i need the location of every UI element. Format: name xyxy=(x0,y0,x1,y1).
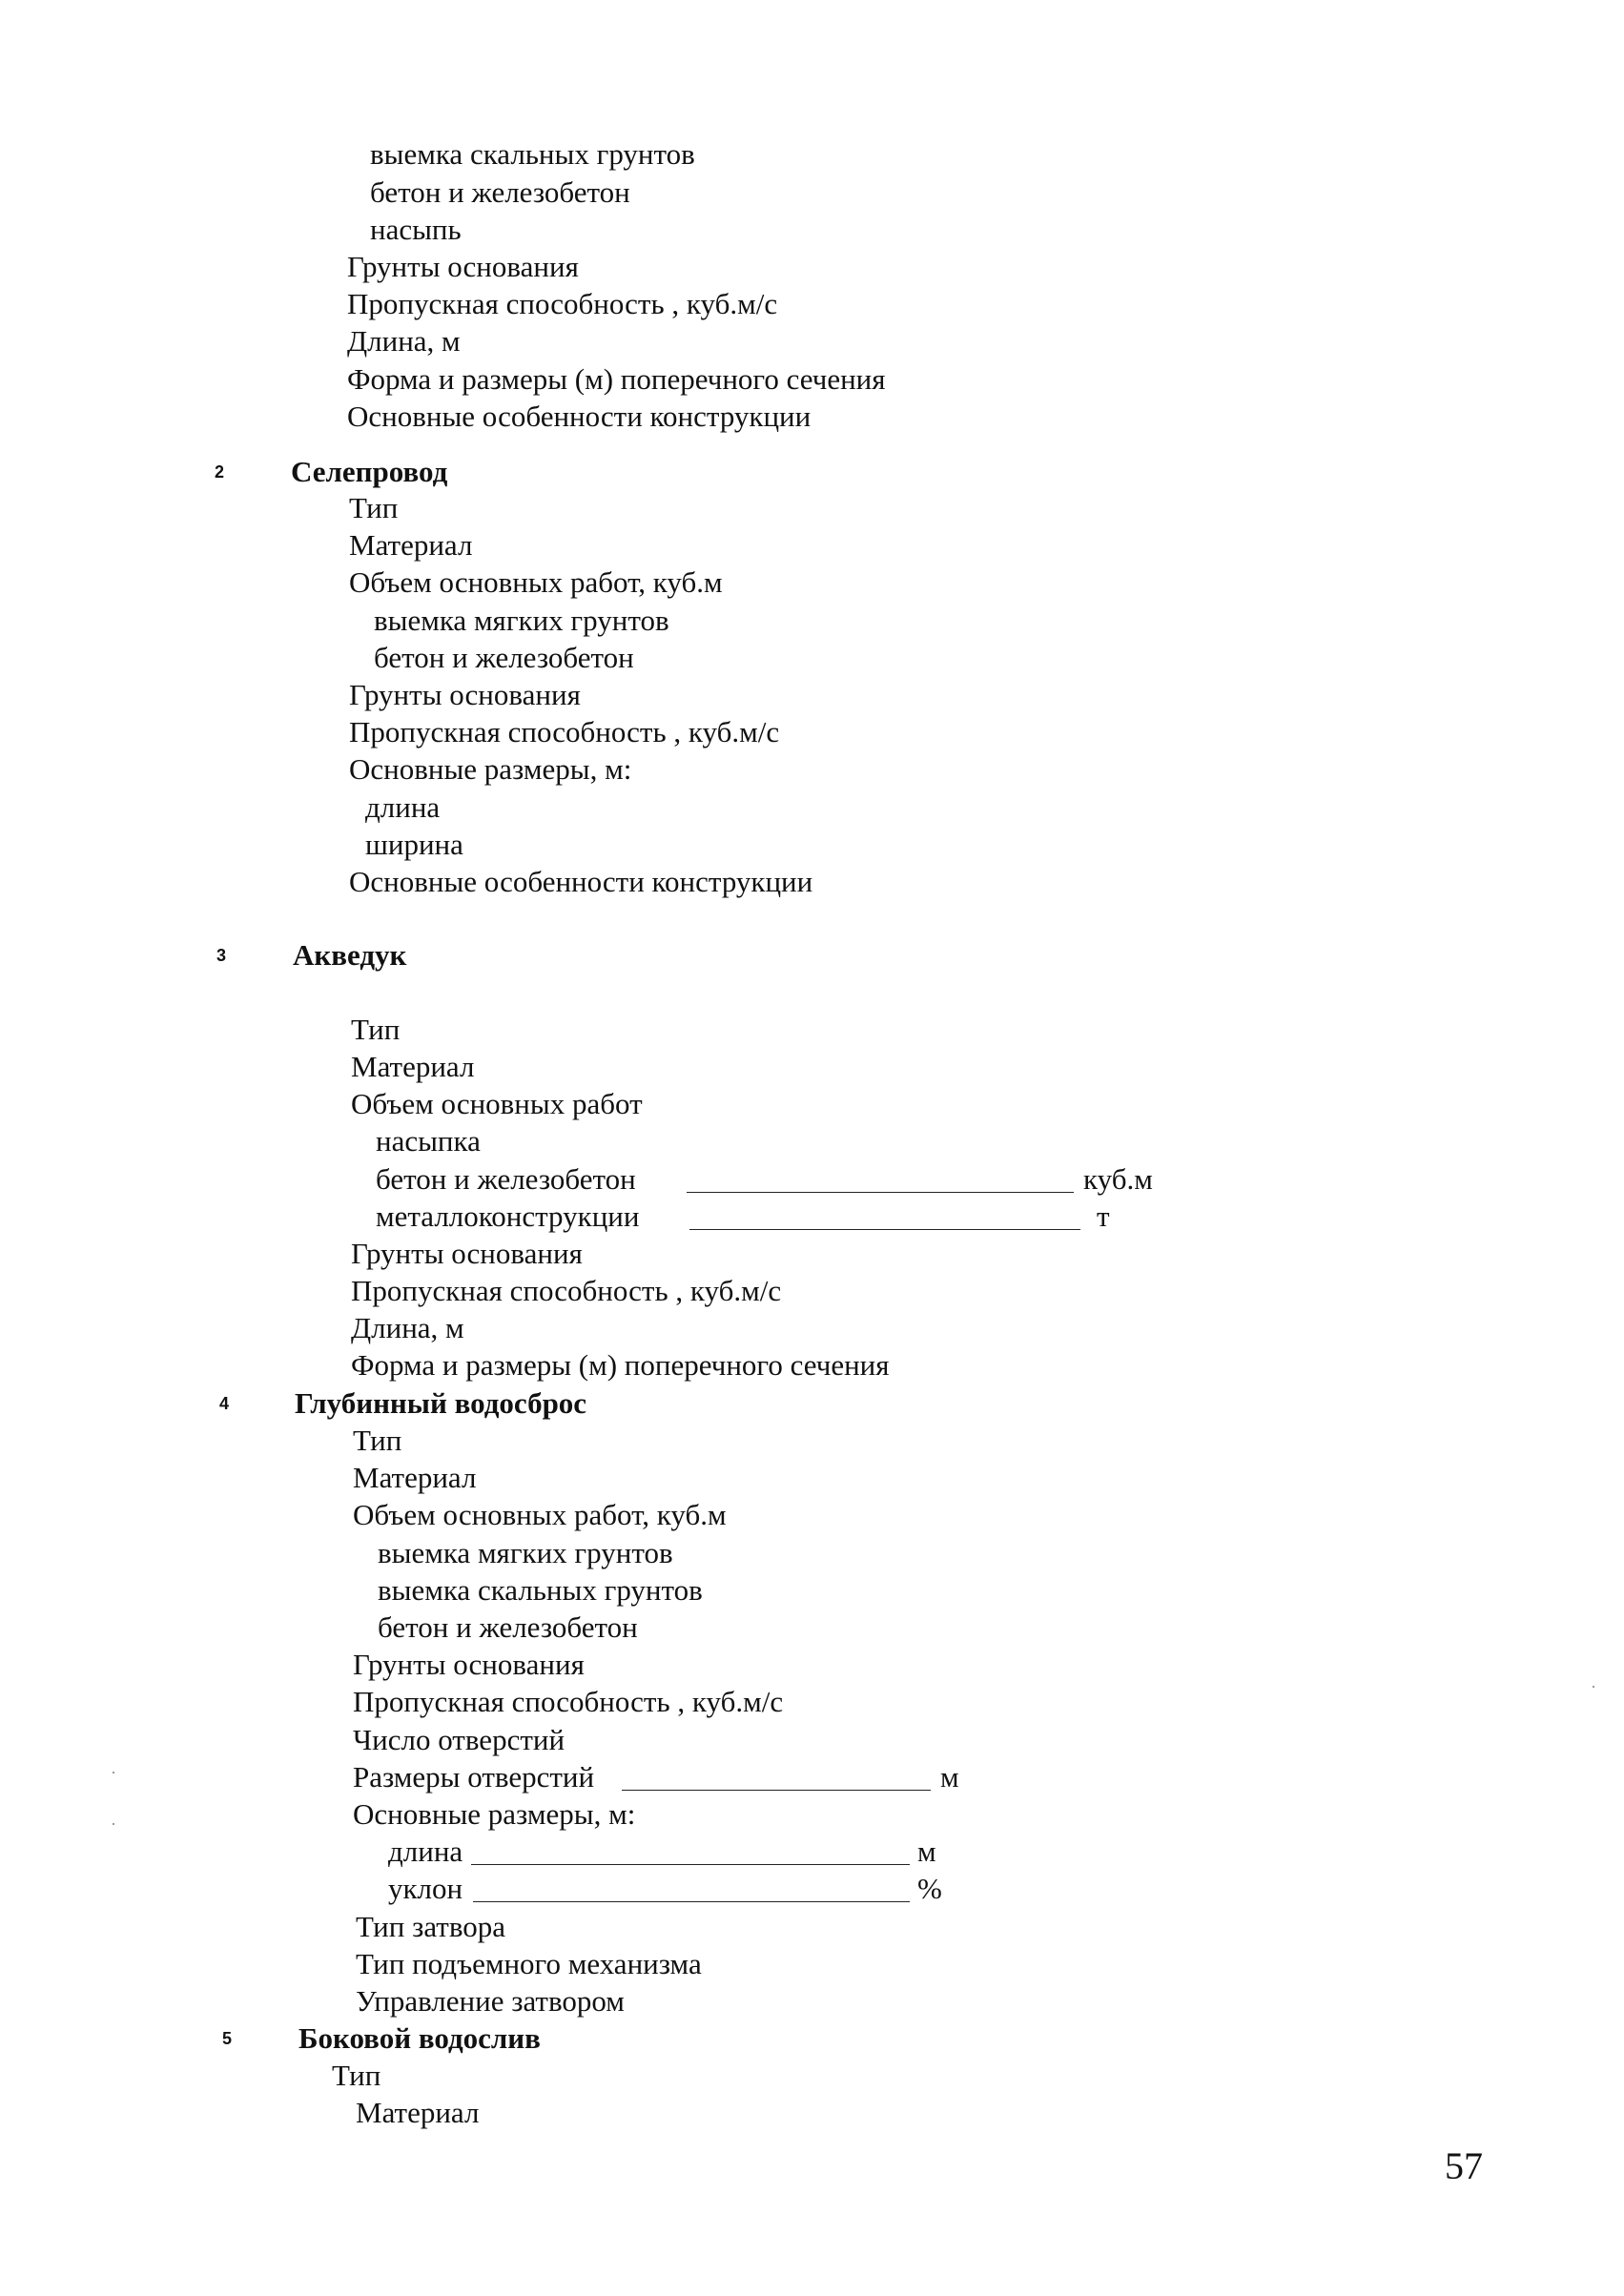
line: Число отверстий xyxy=(353,1723,565,1756)
scan-speck xyxy=(1593,1686,1594,1688)
line: бетон и железобетон xyxy=(378,1610,638,1644)
line: Тип подъемного механизма xyxy=(356,1947,702,1980)
line: Объем основных работ, куб.м xyxy=(349,565,723,599)
line: длина xyxy=(388,1835,463,1868)
line: Объем основных работ xyxy=(351,1087,643,1120)
line: Основные размеры, м: xyxy=(349,752,632,786)
line: насыпь xyxy=(370,213,462,246)
line: Основные размеры, м: xyxy=(353,1797,636,1831)
line: Длина, м xyxy=(351,1311,464,1344)
fill-line xyxy=(687,1192,1074,1193)
section-title: Селепровод xyxy=(291,455,448,488)
line: Управление затвором xyxy=(356,1984,625,2018)
section-number: 4 xyxy=(219,1394,230,1413)
line: Размеры отверстий xyxy=(353,1760,595,1794)
line: бетон и железобетон xyxy=(376,1162,636,1196)
line: Тип xyxy=(349,491,399,524)
line: выемка мягких грунтов xyxy=(374,604,669,637)
page-number: 57 xyxy=(1445,2144,1483,2187)
line: Тип затвора xyxy=(356,1910,506,1943)
line: Грунты основания xyxy=(347,250,579,283)
unit-label: м xyxy=(917,1835,936,1868)
fill-line xyxy=(473,1901,910,1902)
line: насыпка xyxy=(376,1124,481,1158)
line: Форма и размеры (м) поперечного сечения xyxy=(351,1348,890,1382)
line: Тип xyxy=(353,1424,402,1457)
line: Грунты основания xyxy=(349,678,581,711)
unit-label: % xyxy=(917,1872,942,1905)
line: Материал xyxy=(356,2096,480,2129)
line: Грунты основания xyxy=(351,1237,583,1270)
line: выемка скальных грунтов xyxy=(378,1573,703,1607)
line: Длина, м xyxy=(347,324,461,358)
line: Объем основных работ, куб.м xyxy=(353,1498,727,1531)
section-title: Боковой водослив xyxy=(298,2021,541,2055)
line: Пропускная способность , куб.м/с xyxy=(349,715,780,748)
section-number: 5 xyxy=(222,2029,233,2048)
line: Грунты основания xyxy=(353,1648,585,1681)
line: выемка скальных грунтов xyxy=(370,137,695,171)
line: уклон xyxy=(388,1872,463,1905)
section-title: Акведук xyxy=(293,938,407,972)
fill-line xyxy=(689,1229,1080,1230)
line: выемка мягких грунтов xyxy=(378,1536,673,1569)
unit-label: куб.м xyxy=(1083,1162,1153,1196)
fill-line xyxy=(471,1864,910,1865)
line: Материал xyxy=(353,1461,477,1494)
line: Пропускная способность , куб.м/с xyxy=(351,1274,782,1307)
fill-line xyxy=(622,1790,931,1791)
line: Тип xyxy=(351,1013,401,1046)
section-number: 2 xyxy=(215,462,225,482)
line: ширина xyxy=(365,828,463,861)
unit-label: т xyxy=(1097,1199,1110,1233)
line: Основные особенности конструкции xyxy=(349,865,813,898)
line: Основные особенности конструкции xyxy=(347,400,812,433)
line: Пропускная способность , куб.м/с xyxy=(353,1685,784,1718)
scan-speck xyxy=(113,1823,114,1825)
line: Форма и размеры (м) поперечного сечения xyxy=(347,362,886,396)
line: металлоконструкции xyxy=(376,1199,640,1233)
line: Материал xyxy=(349,528,473,562)
unit-label: м xyxy=(940,1760,959,1794)
line: длина xyxy=(365,790,441,824)
line: бетон и железобетон xyxy=(374,641,634,674)
section-title: Глубинный водосброс xyxy=(295,1386,587,1420)
line: бетон и железобетон xyxy=(370,175,630,209)
line: Пропускная способность , куб.м/с xyxy=(347,287,778,320)
section-number: 3 xyxy=(216,946,227,965)
line: Материал xyxy=(351,1050,475,1083)
scan-speck xyxy=(113,1772,114,1773)
line: Тип xyxy=(332,2059,381,2092)
